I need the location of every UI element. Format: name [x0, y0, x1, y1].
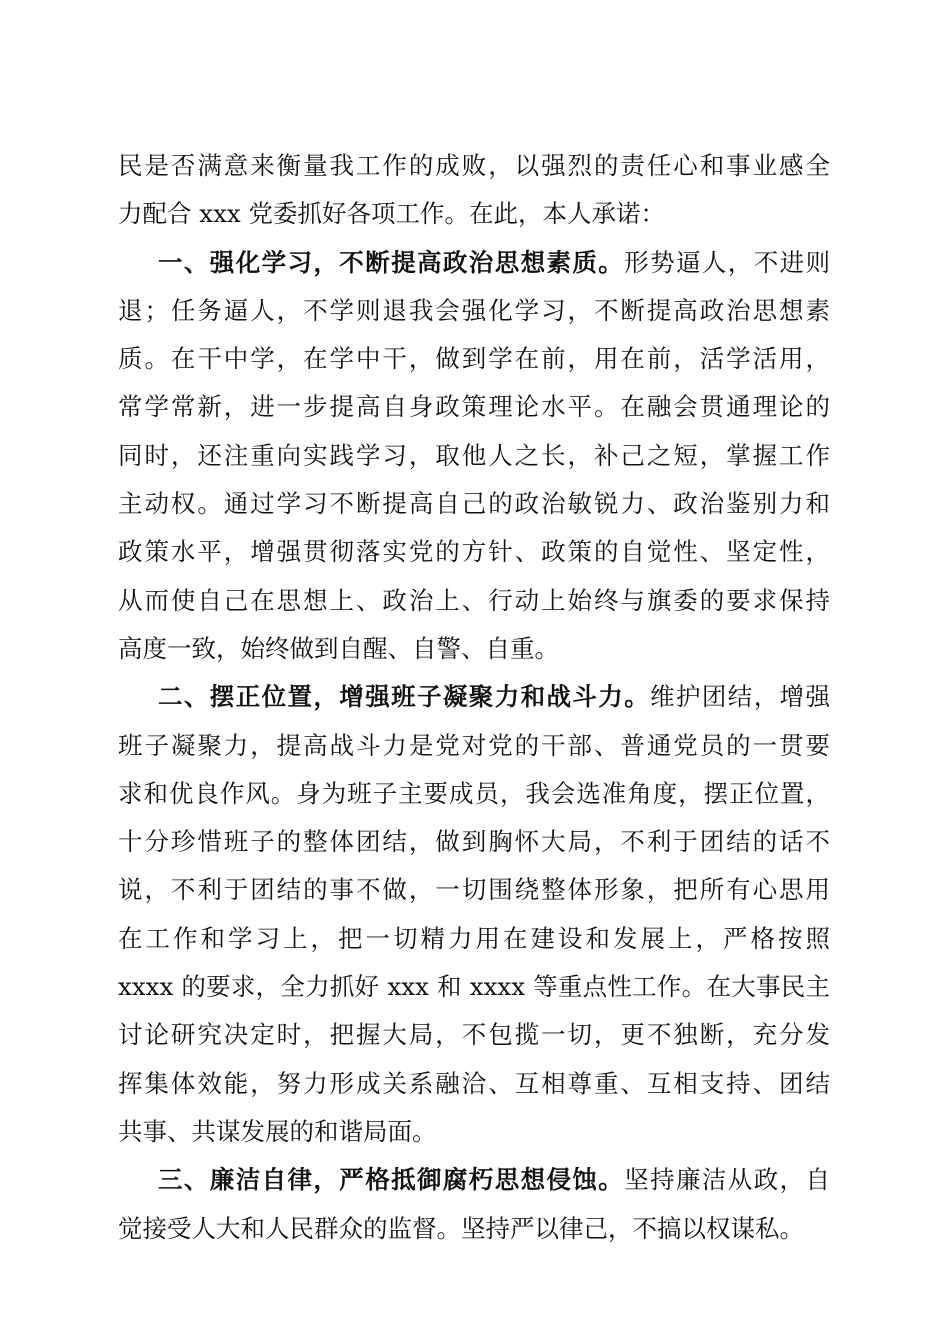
section1-line-3: 常学常新，进一步提高自身政策理论水平。在融会贯通理论的 — [118, 392, 830, 422]
section2-line-7: 讨论研究决定时，把握大局，不包揽一切，更不独断，充分发 — [118, 1020, 830, 1050]
section2-line-1: 班子凝聚力，提高战斗力是党对党的干部、普通党员的一贯要 — [118, 730, 830, 760]
section2-heading: 二、摆正位置，增强班子凝聚力和战斗力。 — [158, 682, 651, 712]
section1-first-rest: 形势逼人，不进则 — [624, 247, 831, 277]
section3-first-line — [118, 1156, 830, 1204]
section3-line-1: 觉接受人大和人民群众的监督。坚持严以律己，不搞以权谋私。 — [118, 1213, 804, 1243]
section2-first-rest: 维护团结，增强 — [650, 682, 831, 712]
intro-line-2: 力配合 xxx 党委抓好各项工作。在此，本人承诺： — [118, 199, 666, 229]
intro-line-1: 民是否满意来衡量我工作的成败，以强烈的责任心和事业感全 — [118, 151, 830, 180]
section3-first-rest: 坚持廉洁从政，自 — [624, 1165, 831, 1195]
section1-line-5: 主动权。通过学习不断提高自己的政治敏锐力、政治鉴别力和 — [118, 489, 830, 519]
section1-line-4: 同时，还注重向实践学习，取他人之长，补己之短，掌握工作 — [118, 440, 830, 470]
section1-line-7: 从而使自己在思想上、政治上、行动上始终与旗委的要求保持 — [118, 585, 830, 615]
section1-line-6: 政策水平，增强贯彻落实党的方针、政策的自觉性、坚定性， — [118, 537, 830, 567]
section2-line-4: 说，不利于团结的事不做，一切围绕整体形象，把所有心思用 — [118, 875, 830, 905]
section3-heading: 三、廉洁自律，严格抵御腐朽思想侵蚀。 — [158, 1165, 625, 1195]
section1-line-1: 退；任务逼人，不学则退我会强化学习，不断提高政治思想素 — [118, 295, 830, 325]
section1-line-8: 高度一致，始终做到自醒、自警、自重。 — [118, 633, 559, 663]
section2-line-5: 在工作和学习上，把一切精力用在建设和发展上，严格按照 — [118, 923, 830, 953]
document-body — [118, 142, 830, 1253]
section2-line-8: 挥集体效能，努力形成关系融洽、互相尊重、互相支持、团结 — [118, 1068, 830, 1098]
section2-line-2: 求和优良作风。身为班子主要成员，我会选准角度，摆正位置， — [118, 778, 830, 808]
section2-first-line — [118, 673, 830, 721]
section2-line-6: xxxx 的要求，全力抓好 xxx 和 xxxx 等重点性工作。在大事民主 — [118, 972, 830, 1002]
section1-first-line — [118, 239, 830, 287]
section2-line-3: 十分珍惜班子的整体团结，做到胸怀大局，不利于团结的话不 — [118, 827, 830, 857]
section2-line-9: 共事、共谋发展的和谐局面。 — [118, 1116, 437, 1146]
section1-heading: 一、强化学习，不断提高政治思想素质。 — [158, 247, 625, 277]
section1-line-2: 质。在干中学，在学中干，做到学在前，用在前，活学活用， — [118, 344, 830, 374]
